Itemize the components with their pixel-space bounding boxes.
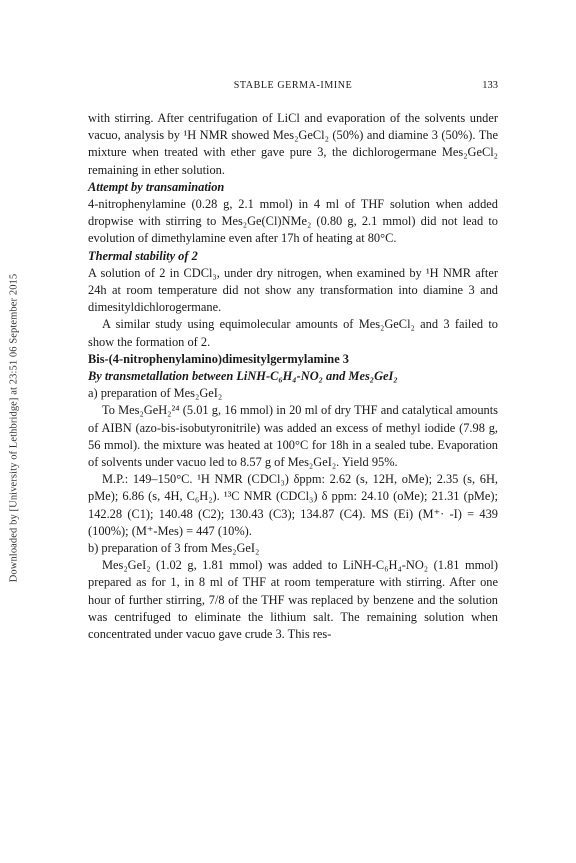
heading-transamination: Attempt by transamination (88, 179, 225, 194)
paragraph-a-2: M.P.: 149–150°C. ¹H NMR (CDCl₃) δppm: 2.62 (s, 12H, oMe); 2.35 (s, 6H, pMe); 6.86 (s, 4H, C₆H₂). ¹³C NMR (CDCl₃) δ ppm: 24.10 (oMe); 21.31 (pMe); 142.28 (C1); 140.48 (C2); 130.43 (C3); 134.87 (C4). MS (Ei) (M⁺· -I) = 439 (100%); (M⁺-Mes) = 447 (10%). (88, 472, 498, 538)
download-notice-text: Downloaded by [University of Lethbridge] at 23:51 06 September 2015 (8, 273, 20, 583)
paragraph-transamination: 4-nitrophenylamine (0.28 g, 2.1 mmol) in 4 ml of THF solution when added dropwise with stirring to Mes₂Ge(Cl)NMe₂ (0.80 g, 2.1 mmol) did not lead to evolution of dimethylamine even after 17h of heating at 80°C. (88, 197, 498, 246)
page-header (88, 80, 498, 96)
page-body (88, 110, 498, 643)
paragraph-a-1: To Mes₂GeH₂²⁴ (5.01 g, 16 mmol) in 20 ml of dry THF and catalytical amounts of AIBN (azo-bis-isobutyronitrile) was added an excess of methyl iodide (7.98 g, 56 mmol). the mixture was heated at 100°C for 18h in a sealed tube. Evaporation of solvents under vacuo led to 8.57 g of Mes₂GeI₂. Yield 95%. (88, 403, 498, 470)
item-b-title: b) preparation of 3 from Mes₂GeI₂ (88, 541, 260, 556)
download-notice (6, 178, 22, 678)
running-title: STABLE GERMA-IMINE (233, 80, 353, 91)
heading-thermal-stability: Thermal stability of 2 (88, 248, 198, 263)
page-number: 133 (482, 80, 498, 91)
paragraph-thermal-1: A solution of 2 in CDCl₃, under dry nitrogen, when examined by ¹H NMR after 24h at room temperature did not show any transformation into diamine 3 and dimesityldichlorogermane. (88, 265, 498, 315)
section-title: Bis-(4-nitrophenylamino)dimesitylgermylamine 3 (88, 351, 349, 366)
heading-transmetallation: By transmetallation between LiNH-C₆H₄-NO₂ and Mes₂GeI₂ (88, 369, 398, 384)
paragraph-thermal-2: A similar study using equimolecular amounts of Mes₂GeCl₂ and 3 failed to show the formation of 2. (88, 317, 498, 349)
item-a-title: a) preparation of Mes₂GeI₂ (88, 386, 223, 401)
paragraph-intro: with stirring. After centrifugation of LiCl and evaporation of the solvents under vacuo, analysis by ¹H NMR showed Mes₂GeCl₂ (50%) and diamine 3 (50%). The mixture when treated with ether gave pure 3, the dichlorogermane Mes₂GeCl₂ remaining in ether solution. (88, 111, 498, 177)
paragraph-b-1: Mes₂GeI₂ (1.02 g, 1.81 mmol) was added to LiNH-C₆H₄-NO₂ (1.81 mmol) prepared as for 1, in 8 ml of THF at room temperature with stirring. After one hour of further stirring, 7/8 of the THF was replaced by benzene and the solution was centrifuged to eliminate the lithium salt. The remaining solution when concentrated under vacuo gave crude 3. This res- (88, 558, 498, 642)
